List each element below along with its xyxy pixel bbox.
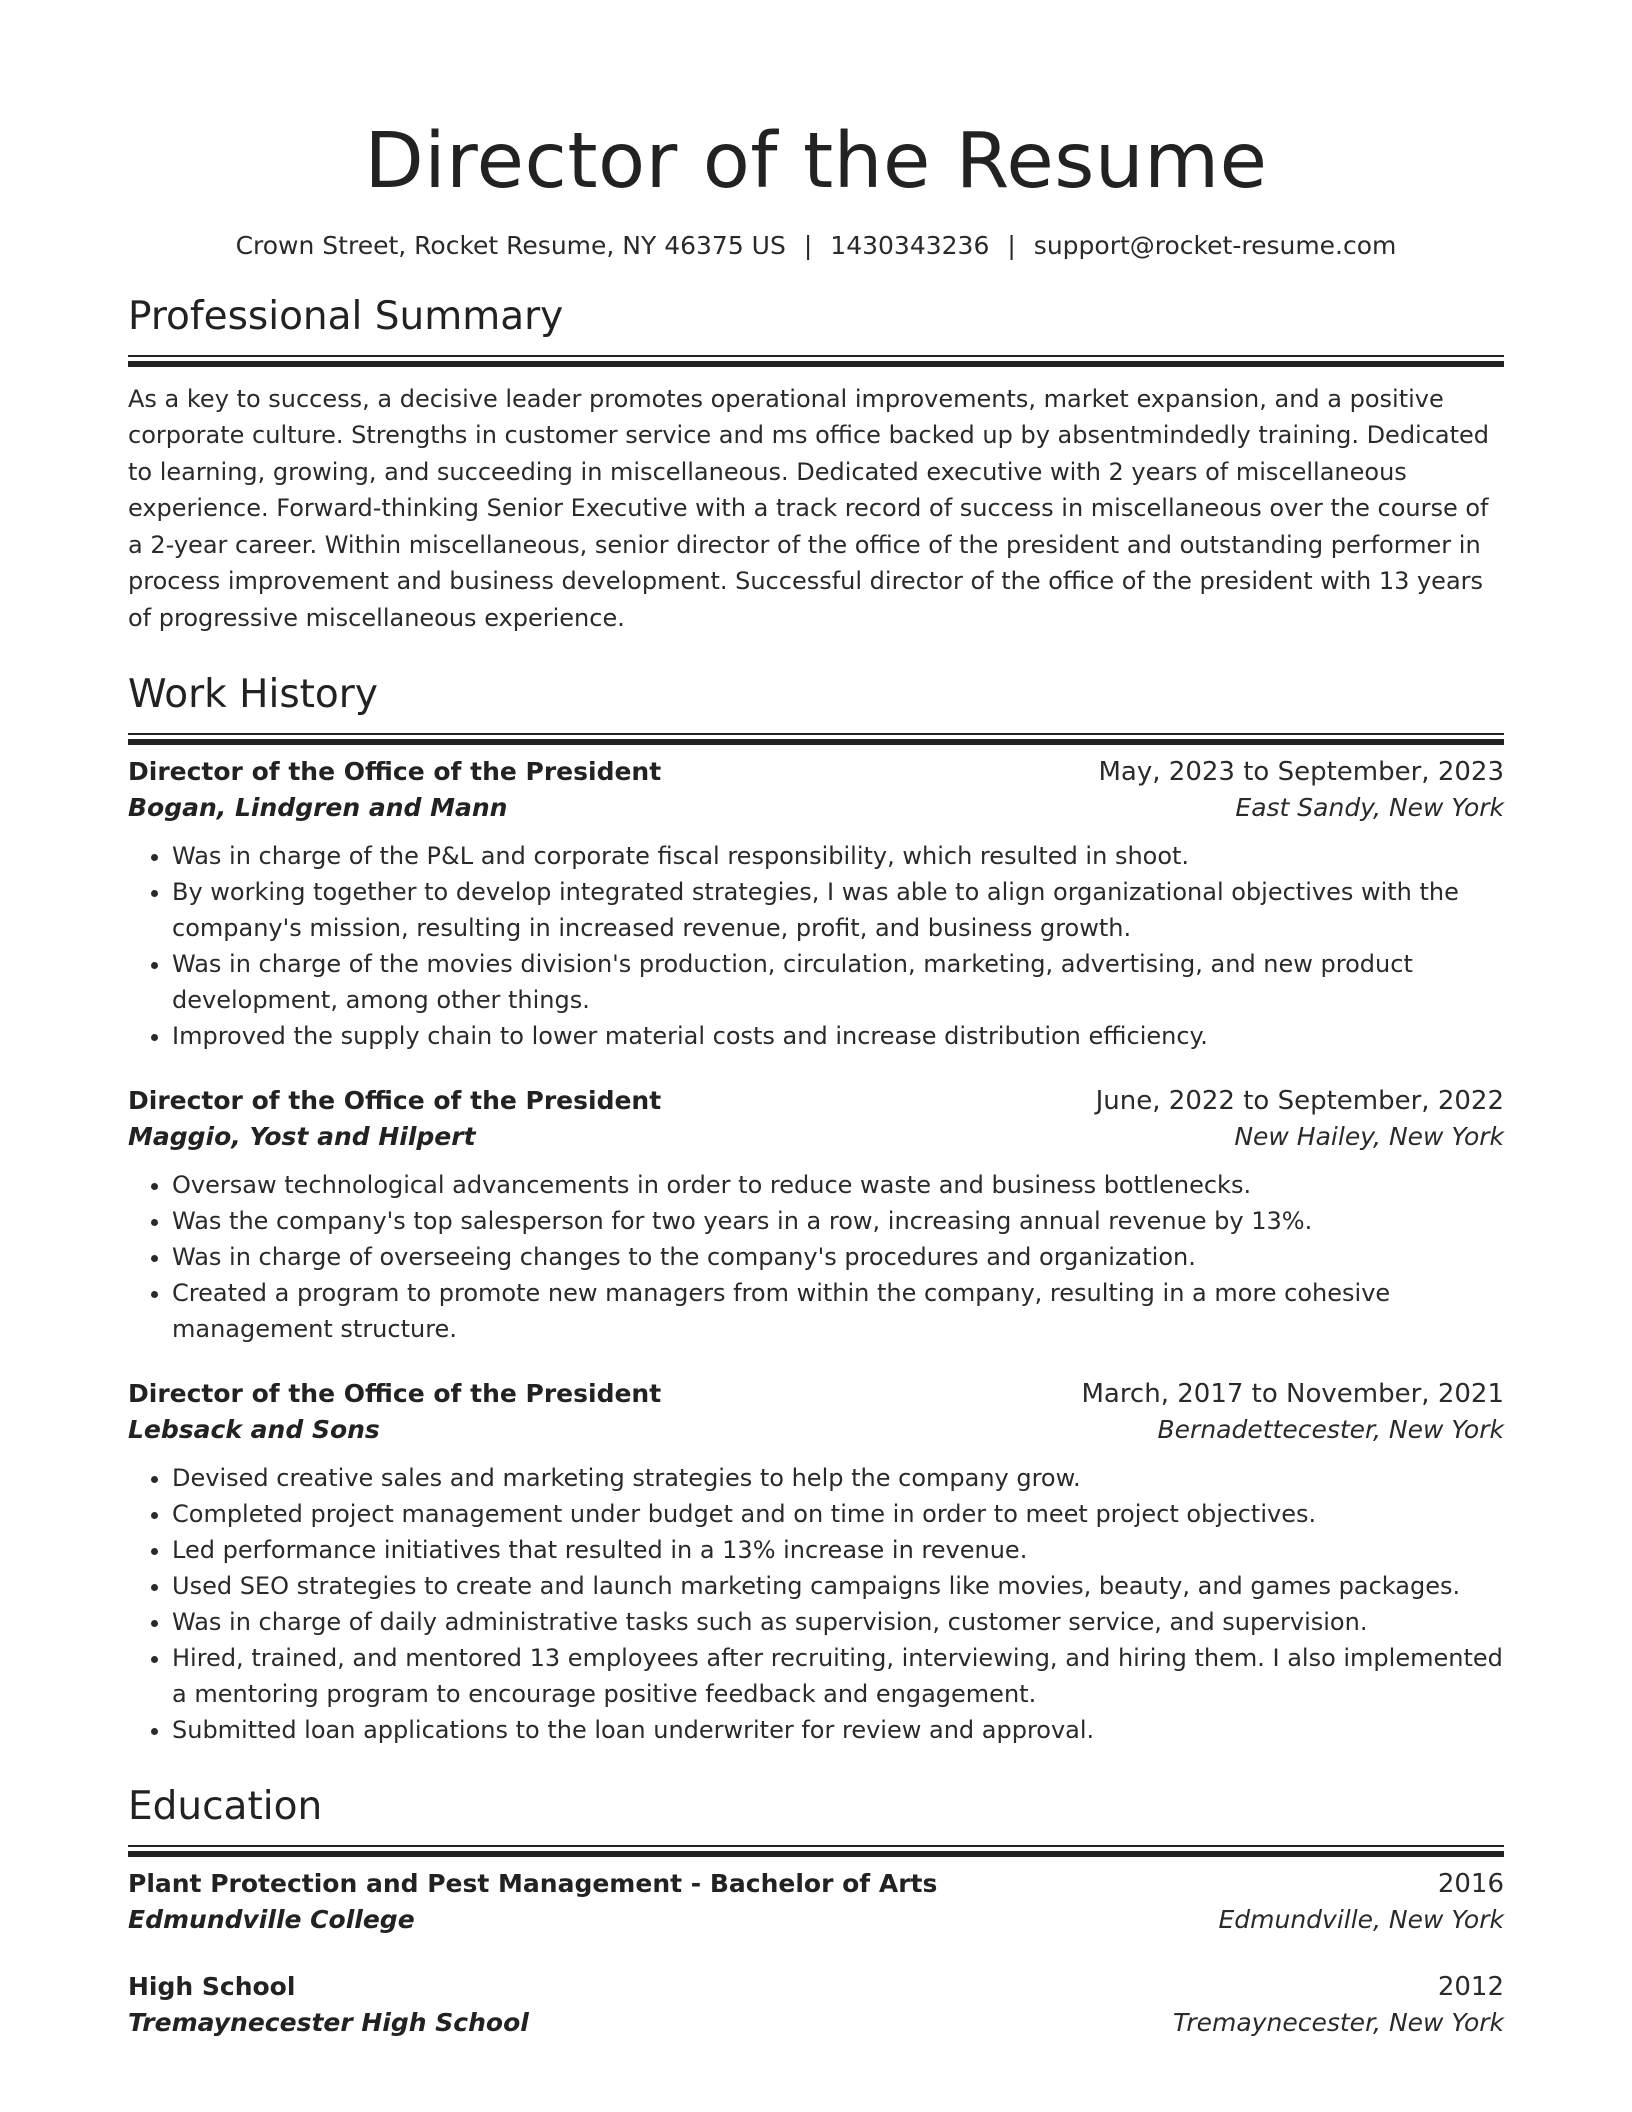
section-title-education: Education <box>128 1784 323 1830</box>
list-item: • Used SEO strategies to create and launch marketing campaigns like movies, beauty, and games packages. <box>172 1568 1504 1604</box>
job-title: Director of the Office of the President <box>128 1379 662 1409</box>
school-location: Edmundville, New York <box>1218 1905 1504 1935</box>
education-entry <box>128 1869 1504 1934</box>
education-list <box>128 1869 1504 2037</box>
job-entry <box>128 1379 1504 1748</box>
list-item: • Submitted loan applications to the loan underwriter for review and approval. <box>172 1712 1504 1748</box>
section-divider <box>128 355 1504 361</box>
degree: High School <box>128 1972 296 2002</box>
email: support@rocket-resume.com <box>1033 230 1397 260</box>
list-item: • Led performance initiatives that resulted in a 13% increase in revenue. <box>172 1532 1504 1568</box>
list-item: • Devised creative sales and marketing strategies to help the company grow. <box>172 1460 1504 1496</box>
separator: | <box>803 230 813 260</box>
contact-line <box>128 231 1504 260</box>
list-item: • By working together to develop integrated strategies, I was able to align organizational objectives with the company's mission, resulting in increased revenue, profit, and business growth. <box>172 874 1504 946</box>
job-location: Bernadettecester, New York <box>1157 1415 1504 1445</box>
job-dates: June, 2022 to September, 2022 <box>1095 1086 1504 1117</box>
school-name: Edmundville College <box>128 1905 415 1935</box>
job-entry <box>128 1086 1504 1347</box>
company-name: Maggio, Yost and Hilpert <box>128 1122 476 1152</box>
job-entry <box>128 757 1504 1054</box>
list-item: • Was in charge of daily administrative tasks such as supervision, customer service, and supervision. <box>172 1604 1504 1640</box>
section-title-summary: Professional Summary <box>128 293 564 339</box>
separator: | <box>1007 230 1016 260</box>
list-item: • Was in charge of overseeing changes to the company's procedures and organization. <box>172 1239 1504 1275</box>
list-item: • Completed project management under budget and on time in order to meet project objectives. <box>172 1496 1504 1532</box>
candidate-name: Director of the Resume <box>364 117 1268 206</box>
degree: Plant Protection and Pest Management - Bachelor of Arts <box>128 1869 938 1899</box>
section-divider <box>128 733 1504 739</box>
school-name: Tremaynecester High School <box>128 2008 529 2038</box>
graduation-year: 2016 <box>1437 1869 1504 1900</box>
list-item: • Was the company's top salesperson for two years in a row, increasing annual revenue by 13%. <box>172 1203 1504 1239</box>
work-history-list <box>128 757 1504 1748</box>
school-location: Tremaynecester, New York <box>1173 2008 1504 2038</box>
job-dates: May, 2023 to September, 2023 <box>1098 757 1504 788</box>
list-item: • Improved the supply chain to lower material costs and increase distribution efficiency. <box>172 1018 1504 1054</box>
address: Crown Street, Rocket Resume, NY 46375 US <box>235 230 786 260</box>
graduation-year: 2012 <box>1437 1972 1504 2003</box>
section-title-work-history: Work History <box>128 672 378 718</box>
phone: 1430343236 <box>830 230 990 260</box>
job-bullets <box>128 1460 1504 1748</box>
job-bullets <box>128 1167 1504 1347</box>
job-title: Director of the Office of the President <box>128 757 662 787</box>
job-bullets <box>128 838 1504 1054</box>
section-divider <box>128 1845 1504 1851</box>
list-item: • Oversaw technological advancements in order to reduce waste and business bottlenecks. <box>172 1167 1504 1203</box>
job-title: Director of the Office of the President <box>128 1086 662 1116</box>
list-item: • Was in charge of the P&L and corporate fiscal responsibility, which resulted in shoot. <box>172 838 1504 874</box>
company-name: Lebsack and Sons <box>128 1415 380 1445</box>
education-entry <box>128 1972 1504 2037</box>
list-item: • Was in charge of the movies division's production, circulation, marketing, advertising, and new product development, among other things. <box>172 946 1504 1018</box>
job-location: New Hailey, New York <box>1234 1122 1504 1152</box>
summary-text: As a key to success, a decisive leader promotes operational improvements, market expansion, and a positive corporate culture. Strengths in customer service and ms office backed up by absentmindedly training. Dedicated to learning, growing, and succeeding in miscellaneous. Dedicated executive with 2 years of miscellaneous experience. Forward-thinking Senior Executive with a track record of success in miscellaneous over the course of a 2-year career. Within miscellaneous, senior director of the office of the president and outstanding performer in process improvement and business development. Successful director of the office of the president with 13 years of progressive miscellaneous experience. <box>128 384 1490 632</box>
job-dates: March, 2017 to November, 2021 <box>1081 1379 1504 1410</box>
job-location: East Sandy, New York <box>1235 793 1504 823</box>
list-item: • Hired, trained, and mentored 13 employees after recruiting, interviewing, and hiring them. I also implemented a mentoring program to encourage positive feedback and engagement. <box>172 1640 1504 1712</box>
company-name: Bogan, Lindgren and Mann <box>128 793 508 823</box>
list-item: • Created a program to promote new managers from within the company, resulting in a more cohesive management structure. <box>172 1275 1504 1347</box>
